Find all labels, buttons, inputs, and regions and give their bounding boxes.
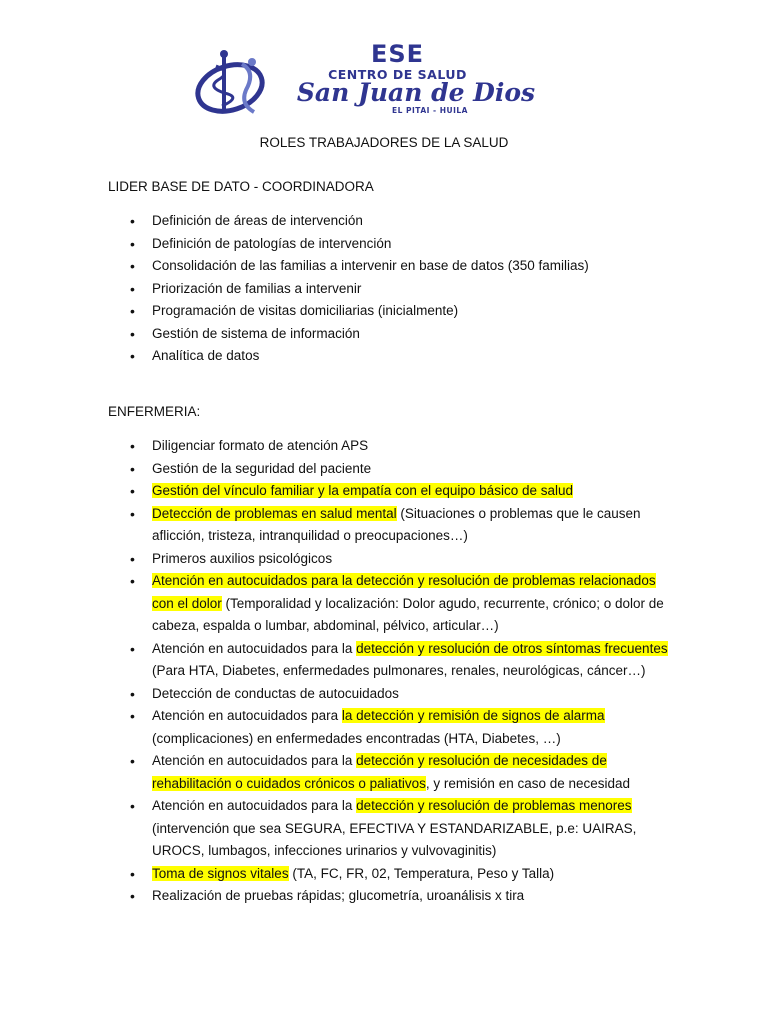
highlighted-text: Atención en autocuidados para la detección y resolución de problemas relacionados con el dolor bbox=[152, 573, 656, 611]
list-item: • Analítica de datos bbox=[108, 345, 668, 368]
list-item: • Consolidación de las familias a intervenir en base de datos (350 familias) bbox=[108, 255, 668, 278]
highlighted-text: Toma de signos vitales bbox=[152, 865, 289, 881]
list-item-text: (Situaciones o problemas que le causen aflicción, tristeza, intranquilidad o preocupaciones…) bbox=[152, 505, 641, 543]
list-item bbox=[108, 795, 668, 863]
list-item bbox=[108, 435, 668, 458]
highlighted-text: detección y resolución de necesidades de rehabilitación o cuidados crónicos o paliativos bbox=[152, 753, 607, 791]
list-item bbox=[108, 885, 668, 908]
list-item bbox=[108, 638, 668, 683]
highlighted-text: detección y resolución de otros síntomas frecuentes bbox=[356, 640, 668, 656]
list-item bbox=[108, 458, 668, 481]
list-item: • Priorización de familias a intervenir bbox=[108, 278, 668, 301]
list-item: • Programación de visitas domiciliarias (inicialmente) bbox=[108, 300, 668, 323]
list-item-text: Atención en autocuidados para bbox=[152, 708, 342, 723]
list-item bbox=[108, 548, 668, 571]
list-item-text: Realización de pruebas rápidas; glucometría, uroanálisis x tira bbox=[152, 888, 525, 903]
list-item-text: Primeros auxilios psicológicos bbox=[152, 550, 333, 566]
list-item-text: (complicaciones) en enfermedades encontradas (HTA, Diabetes, …) bbox=[152, 730, 561, 746]
list-item bbox=[108, 480, 668, 503]
logo-centro-text: CENTRO DE SALUD bbox=[328, 67, 467, 82]
list-item-text: (intervención que sea SEGURA, EFECTIVA Y ESTANDARIZABLE, p.e: UAIRAS, UROCS, lumbagos, infecciones urinarios y vulvovaginitis) bbox=[152, 820, 637, 858]
list-item-text: (Temporalidad y localización: Dolor agudo, recurrente, crónico; o dolor de cabeza, espalda o lumbar, abdominal, pélvico, articular…) bbox=[152, 595, 664, 633]
list-item-text: Atención en autocuidados para la bbox=[152, 798, 357, 813]
list-item-text: (Para HTA, Diabetes, enfermedades pulmonares, renales, neurológicas, cáncer…) bbox=[152, 663, 646, 678]
enfermeria-list bbox=[108, 435, 668, 908]
list-item bbox=[108, 750, 668, 795]
section-heading-lider: LIDER BASE DE DATO - COORDINADORA bbox=[108, 179, 374, 194]
list-item-text: Detección de conductas de autocuidados bbox=[152, 685, 399, 701]
list-item bbox=[108, 705, 668, 750]
list-item bbox=[108, 863, 668, 886]
list-item: • Definición de áreas de intervención bbox=[108, 210, 668, 233]
logo bbox=[190, 40, 550, 118]
list-item-text: Atención en autocuidados para la bbox=[152, 640, 357, 656]
list-item-text: Gestión de la seguridad del paciente bbox=[152, 460, 372, 476]
list-item-text: , y remisión en caso de necesidad bbox=[425, 775, 631, 791]
list-item-text: Atención en autocuidados para la bbox=[152, 753, 357, 768]
logo-ese-text: ESE bbox=[370, 40, 425, 68]
list-item-text: Diligenciar formato de atención APS bbox=[152, 438, 369, 453]
highlighted-text: detección y resolución de problemas menores bbox=[356, 798, 632, 813]
logo-name-text: San Juan de Dios bbox=[296, 78, 536, 107]
lider-list bbox=[108, 210, 668, 368]
list-item bbox=[108, 570, 668, 638]
logo-place-text: EL PITAI - HUILA bbox=[391, 106, 468, 115]
list-item bbox=[108, 683, 668, 706]
highlighted-text: la detección y remisión de signos de alarma bbox=[341, 708, 605, 723]
list-item: • Gestión de sistema de información bbox=[108, 323, 668, 346]
list-item: • Definición de patologías de intervención bbox=[108, 233, 668, 256]
document-title: ROLES TRABAJADORES DE LA SALUD bbox=[259, 135, 509, 150]
highlighted-text: Detección de problemas en salud mental bbox=[152, 505, 397, 521]
highlighted-text: Gestión del vínculo familiar y la empatía con el equipo básico de salud bbox=[152, 483, 573, 498]
caduceus-emblem-icon bbox=[194, 46, 270, 118]
list-item-text: (TA, FC, FR, 02, Temperatura, Peso y Talla) bbox=[288, 865, 555, 881]
section-heading-enfermeria: ENFERMERIA: bbox=[108, 404, 201, 419]
list-item bbox=[108, 503, 668, 548]
